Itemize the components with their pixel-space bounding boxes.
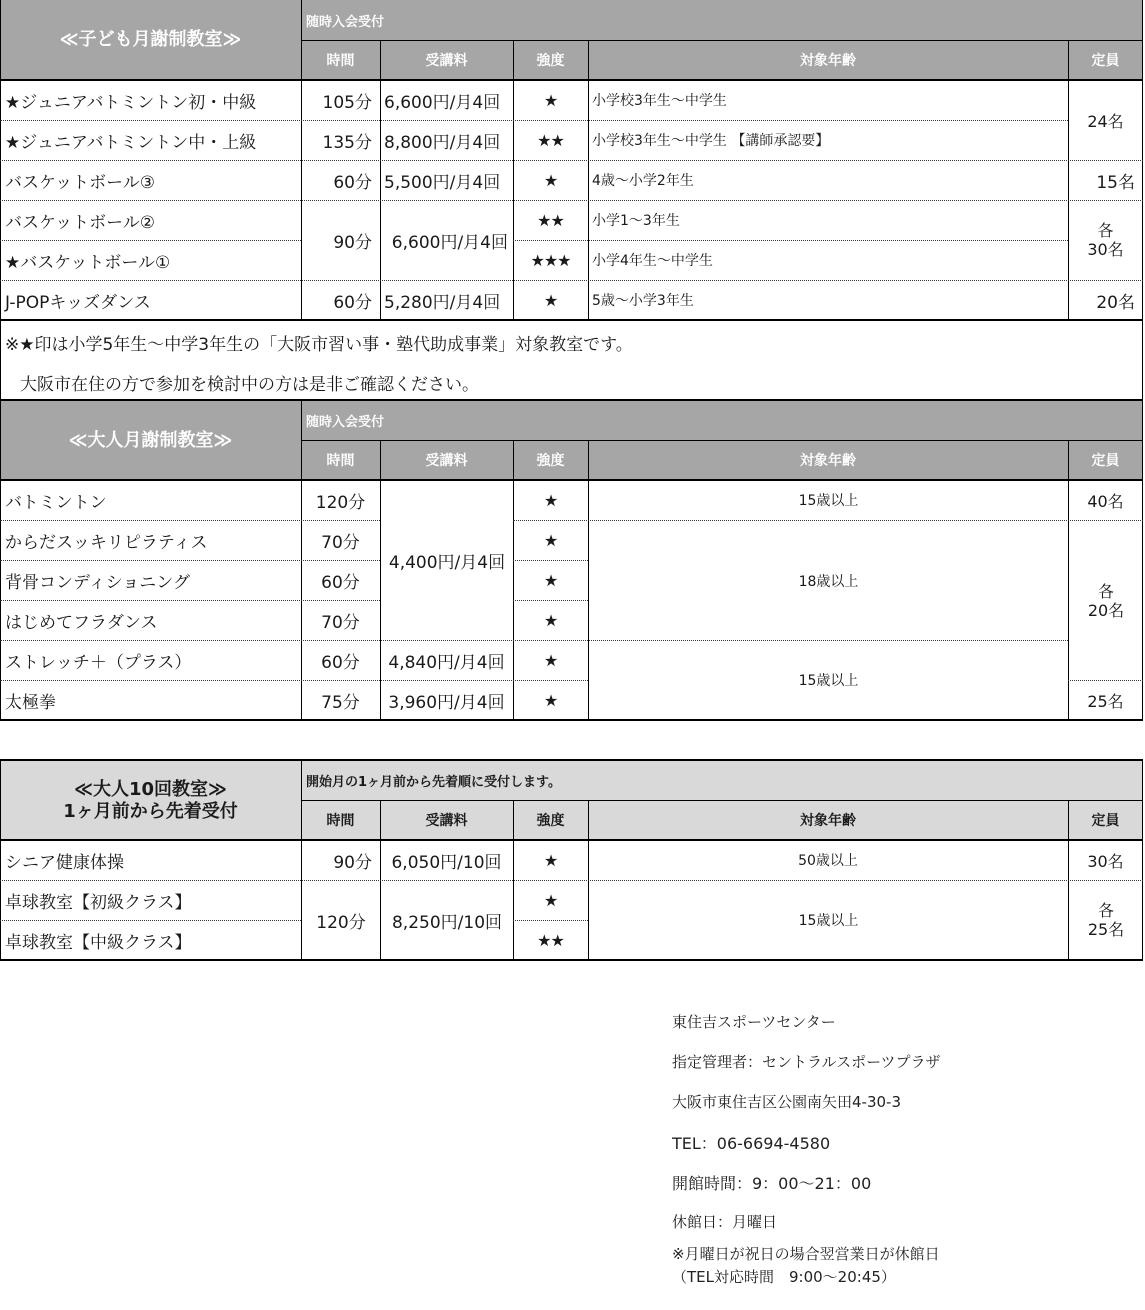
- capacity-each-label: 各: [1097, 901, 1114, 920]
- divider: [513, 520, 1143, 521]
- class-age: 50歳以上: [588, 840, 1068, 880]
- divider: [0, 560, 380, 561]
- class-age: 15歳以上: [589, 881, 1068, 959]
- capacity-each-label: 各: [1097, 221, 1114, 240]
- class-time: 105分: [301, 80, 380, 120]
- class-intensity: ★★: [513, 120, 588, 160]
- capacity-value: 30名: [1087, 240, 1124, 259]
- class-intensity: ★★★: [513, 240, 588, 280]
- class-capacity: 30名: [1068, 840, 1143, 880]
- col-header-time: 時間: [301, 40, 380, 80]
- class-name: 卓球教室【中級クラス】: [0, 920, 301, 960]
- table-title: [0, 401, 301, 480]
- divider: [0, 759, 1143, 761]
- class-time: 60分: [301, 280, 380, 320]
- subsidy-note-2: 大阪市在住の方で参加を検討中の方は是非ご確認ください。: [20, 375, 479, 395]
- class-intensity: ★: [513, 640, 588, 680]
- class-capacity: 25名: [1068, 681, 1143, 720]
- divider: [513, 240, 1068, 241]
- class-name: 太極拳: [0, 680, 301, 720]
- table-subtitle: 随時入会受付: [301, 0, 1143, 40]
- divider: [0, 120, 1068, 121]
- class-intensity: ★: [513, 840, 588, 880]
- class-capacity: 40名: [1068, 480, 1143, 520]
- class-name: ★ジュニアバトミントン初・中級: [0, 80, 301, 120]
- class-intensity: ★: [513, 600, 588, 640]
- divider: [1068, 40, 1069, 320]
- facility-closed-note: ※月曜日が祝日の場合翌営業日が休館日: [672, 1245, 940, 1263]
- class-name: J-POPキッズダンス: [0, 280, 301, 320]
- divider: [513, 600, 588, 601]
- class-fee: 5,500円/月4回: [380, 160, 513, 200]
- divider: [301, 440, 1143, 441]
- col-header-intensity: 強度: [513, 40, 588, 80]
- class-age: 4歳～小学2年生: [588, 160, 1068, 200]
- facility-address: 大阪市東住吉区公園南矢田4-30-3: [672, 1093, 902, 1111]
- class-fee: 6,600円/月4回: [380, 201, 513, 279]
- divider: [0, 959, 1143, 961]
- divider: [0, 79, 1143, 81]
- class-name: バスケットボール②: [0, 200, 301, 240]
- table-title-line1: ≪大人10回教室≫: [74, 778, 227, 800]
- class-name: 背骨コンディショニング: [0, 560, 301, 600]
- class-name: はじめてフラダンス: [0, 600, 301, 640]
- divider: [588, 40, 589, 320]
- class-intensity: ★: [513, 880, 588, 920]
- capacity-value: 20名: [1087, 600, 1125, 620]
- class-age: 小学1～3年生: [588, 200, 1068, 240]
- divider: [1068, 440, 1069, 720]
- divider: [1068, 680, 1143, 681]
- class-time: 70分: [301, 600, 380, 640]
- facility-closed-day: 休館日：月曜日: [672, 1213, 778, 1231]
- col-header-age: 対象年齢: [588, 800, 1068, 840]
- class-age: 小学4年生～中学生: [588, 240, 1068, 280]
- divider: [0, 719, 1143, 721]
- divider: [0, 160, 1143, 161]
- divider: [0, 880, 1143, 881]
- col-header-capacity: 定員: [1068, 440, 1143, 480]
- divider: [513, 560, 588, 561]
- class-time: 90分: [301, 201, 380, 279]
- col-header-time: 時間: [301, 440, 380, 480]
- class-time: 135分: [301, 120, 380, 160]
- col-header-age: 対象年齢: [588, 440, 1068, 480]
- class-fee: 4,400円/月4回: [381, 481, 513, 640]
- divider: [588, 440, 589, 720]
- class-fee: 8,800円/月4回: [380, 120, 513, 160]
- table-title-text: ≪子ども月謝制教室≫: [59, 29, 242, 50]
- divider: [0, 240, 301, 241]
- col-header-intensity: 強度: [513, 440, 588, 480]
- table-title: [0, 0, 301, 80]
- facility-phone-hours: （TEL対応時間 9:00～20:45）: [672, 1268, 896, 1286]
- col-header-intensity: 強度: [513, 800, 588, 840]
- class-name: ★バスケットボール①: [0, 240, 301, 280]
- divider: [0, 319, 1143, 321]
- class-name: バスケットボール③: [0, 160, 301, 200]
- divider: [513, 440, 514, 720]
- col-header-fee: 受講料: [380, 40, 513, 80]
- col-header-capacity: 定員: [1068, 40, 1143, 80]
- capacity-each-label: 各: [1097, 581, 1114, 601]
- table-subtitle: 随時入会受付: [301, 401, 1143, 440]
- class-fee: 5,280円/月4回: [380, 280, 513, 320]
- table-title-line2: 1ヶ月前から先着受付: [63, 800, 238, 822]
- class-time: 90分: [301, 840, 380, 880]
- class-name: ストレッチ＋（プラス）: [0, 640, 301, 680]
- divider: [0, 920, 301, 921]
- class-intensity: ★: [513, 80, 588, 120]
- class-age: 15歳以上: [589, 480, 1068, 520]
- divider: [1142, 400, 1143, 720]
- class-capacity: 15名: [1068, 160, 1143, 200]
- divider: [513, 40, 514, 320]
- divider: [1142, 760, 1143, 960]
- divider: [0, 760, 1, 960]
- class-time: 120分: [302, 881, 380, 959]
- class-fee: 6,050円/10回: [380, 840, 513, 880]
- divider: [301, 760, 302, 960]
- col-header-time: 時間: [301, 800, 380, 840]
- class-intensity: ★: [513, 560, 588, 600]
- divider: [0, 600, 380, 601]
- divider: [0, 839, 1143, 841]
- class-name: バトミントン: [0, 480, 301, 520]
- class-capacity: 20名: [1068, 280, 1143, 320]
- facility-name: 東住吉スポーツセンター: [672, 1013, 836, 1031]
- class-age: 15歳以上: [589, 641, 1068, 719]
- class-time: 60分: [301, 560, 380, 600]
- class-name: からだスッキリピラティス: [0, 520, 301, 560]
- capacity-value: 25名: [1087, 920, 1125, 939]
- subsidy-note: ※★印は小学5年生～中学3年生の「大阪市習い事・塾代助成事業」対象教室です。: [5, 335, 633, 355]
- class-time: 60分: [301, 640, 380, 680]
- class-time: 60分: [301, 160, 380, 200]
- class-name: シニア健康体操: [0, 840, 301, 880]
- divider: [0, 520, 380, 521]
- facility-phone: TEL：06-6694-4580: [672, 1134, 831, 1153]
- class-intensity: ★: [513, 160, 588, 200]
- class-intensity: ★: [513, 280, 588, 320]
- class-capacity: [1069, 881, 1143, 959]
- col-header-fee: 受講料: [380, 800, 513, 840]
- class-intensity: ★: [513, 480, 588, 520]
- class-name: ★ジュニアバトミントン中・上級: [0, 120, 301, 160]
- class-fee: 8,250円/10回: [381, 881, 513, 959]
- class-time: 120分: [301, 480, 380, 520]
- class-age: 18歳以上: [589, 521, 1068, 640]
- class-time: 75分: [301, 680, 380, 720]
- table-title-text: ≪大人月謝制教室≫: [68, 429, 233, 451]
- divider: [301, 40, 1143, 41]
- col-header-fee: 受講料: [380, 440, 513, 480]
- class-time: 70分: [301, 520, 380, 560]
- class-fee: 4,840円/月4回: [380, 640, 513, 680]
- divider: [0, 479, 1143, 481]
- class-capacity: [1069, 521, 1143, 680]
- class-fee: 6,600円/月4回: [380, 80, 513, 120]
- class-age: 5歳～小学3年生: [588, 280, 1068, 320]
- divider: [0, 200, 1143, 201]
- class-intensity: ★: [513, 680, 588, 720]
- divider: [513, 920, 588, 921]
- class-intensity: ★: [513, 520, 588, 560]
- facility-hours: 開館時間：9：00～21：00: [672, 1174, 872, 1193]
- class-fee: 3,960円/月4回: [380, 680, 513, 720]
- class-name: 卓球教室【初級クラス】: [0, 880, 301, 920]
- divider: [0, 640, 1068, 641]
- class-capacity: 24名: [1068, 82, 1143, 160]
- facility-manager: 指定管理者：セントラルスポーツプラザ: [672, 1053, 941, 1071]
- table-title: [0, 761, 301, 840]
- divider: [380, 40, 381, 320]
- class-age: 小学校3年生～中学生: [588, 80, 1068, 120]
- col-header-capacity: 定員: [1068, 800, 1143, 840]
- divider: [301, 800, 1143, 801]
- table-subtitle: 開始月の1ヶ月前から先着順に受付します。: [301, 761, 1143, 800]
- col-header-age: 対象年齢: [588, 40, 1068, 80]
- divider: [0, 399, 1143, 401]
- class-intensity: ★★: [513, 200, 588, 240]
- divider: [0, 280, 1143, 281]
- class-capacity: [1068, 201, 1143, 279]
- class-intensity: ★★: [513, 920, 588, 960]
- class-age: 小学校3年生～中学生 【講師承認要】: [588, 120, 1068, 160]
- divider: [0, 680, 588, 681]
- divider: [380, 440, 381, 720]
